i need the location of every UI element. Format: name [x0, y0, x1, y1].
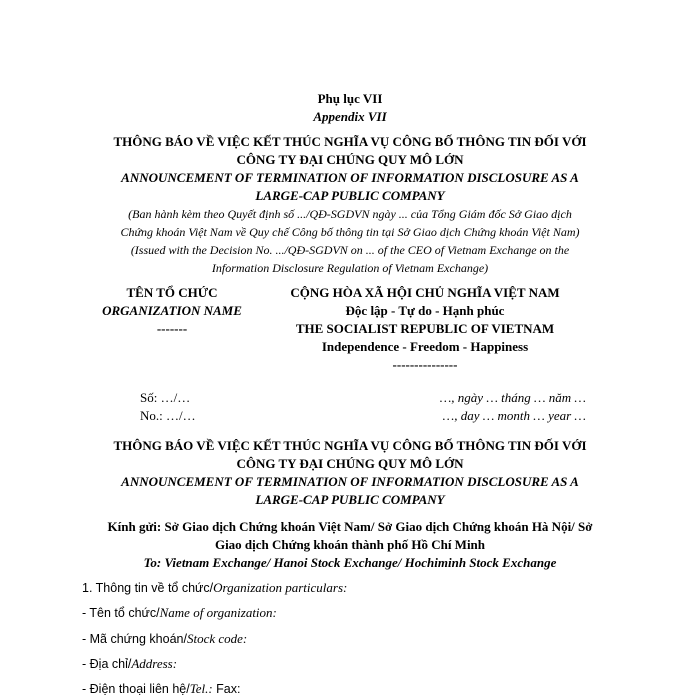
- field-1-vi: - Mã chứng khoán/: [82, 632, 187, 646]
- section-1-en: Organization particulars:: [213, 580, 348, 595]
- issuance-en-line1: (Issued with the Decision No. .../QĐ-SGDVN on ... of the CEO of Vietnam Exchange on the: [130, 243, 570, 257]
- field-0-vi: - Tên tổ chức/: [82, 606, 160, 620]
- republic-name-en: THE SOCIALIST REPUBLIC OF VIETNAM: [295, 321, 555, 336]
- field-3-fax: Fax:: [212, 682, 241, 696]
- national-header: [262, 284, 588, 374]
- field-3-vi: - Điện thoại liên hệ/: [82, 682, 190, 696]
- recipient-vi-line1: Kính gửi: Sở Giao dịch Chứng khoán Việt Nam/ Sở Giao dịch Chứng khoán Hà Nội/ Sở: [107, 519, 593, 534]
- field-1-en: Stock code:: [186, 631, 248, 646]
- field-address: [82, 655, 177, 673]
- field-telephone: [82, 680, 241, 698]
- republic-divider: ---------------: [392, 357, 458, 372]
- org-divider: -------: [156, 321, 188, 336]
- date-vi: …, ngày … tháng … năm …: [439, 390, 586, 405]
- number-en: No.: …/…: [140, 408, 196, 423]
- org-name-en: ORGANIZATION NAME: [102, 303, 242, 318]
- recipient-en: To: Vietnam Exchange/ Hanoi Stock Exchange/ Hochiminh Stock Exchange: [143, 555, 557, 570]
- main-title-en-line2: LARGE-CAP PUBLIC COMPANY: [255, 492, 445, 507]
- field-3-en: Tel.:: [189, 681, 213, 696]
- appendix-heading: [80, 90, 620, 126]
- field-0-en: Name of organization:: [159, 605, 277, 620]
- field-2-en: Address:: [131, 656, 178, 671]
- republic-name-vi: CỘNG HÒA XÃ HỘI CHỦ NGHĨA VIỆT NAM: [290, 285, 560, 300]
- top-title-en-line1: ANNOUNCEMENT OF TERMINATION OF INFORMATION DISCLOSURE AS A: [121, 170, 579, 185]
- top-title-vi-line2: CÔNG TY ĐẠI CHÚNG QUY MÔ LỚN: [236, 152, 464, 167]
- date-en: …, day … month … year …: [442, 408, 586, 423]
- section-1-vi: 1. Thông tin về tổ chức/: [82, 581, 214, 595]
- field-organization-name: [82, 604, 277, 622]
- recipient-vi-line2: Giao dịch Chứng khoán thành phố Hồ Chí Minh: [214, 537, 486, 552]
- issuance-vi-line1: (Ban hành kèm theo Quyết định số .../QĐ-SGDVN ngày ... của Tổng Giám đốc Sở Giao dịch: [128, 207, 572, 221]
- document-date: [420, 389, 586, 425]
- section-1-heading: [82, 579, 347, 597]
- recipient-block: [80, 518, 620, 572]
- republic-motto-en: Independence - Freedom - Happiness: [321, 339, 529, 354]
- appendix-en: Appendix VII: [313, 109, 387, 124]
- main-title-vi-line2: CÔNG TY ĐẠI CHÚNG QUY MÔ LỚN: [236, 456, 464, 471]
- top-title-en-line2: LARGE-CAP PUBLIC COMPANY: [255, 188, 445, 203]
- republic-motto-vi: Độc lập - Tự do - Hạnh phúc: [345, 303, 505, 318]
- top-title: [80, 133, 620, 205]
- issuance-en-line2: Information Disclosure Regulation of Vietnam Exchange): [211, 261, 489, 275]
- top-title-vi-line1: THÔNG BÁO VỀ VIỆC KẾT THÚC NGHĨA VỤ CÔNG BỐ THÔNG TIN ĐỐI VỚI: [113, 134, 587, 149]
- issuance-vi-line2: Chứng khoán Việt Nam về Quy chế Công bố thông tin tại Sở Giao dịch Chứng khoán Việt Nam): [120, 225, 580, 239]
- number-vi: Số: …/…: [140, 390, 191, 405]
- field-stock-code: [82, 630, 247, 648]
- field-2-vi: - Địa chỉ/: [82, 657, 132, 671]
- main-title: [80, 437, 620, 509]
- issuance-note: [80, 205, 620, 277]
- main-title-en-line1: ANNOUNCEMENT OF TERMINATION OF INFORMATION DISCLOSURE AS A: [121, 474, 579, 489]
- appendix-vi: Phụ lục VII: [317, 91, 383, 106]
- document-number: [140, 389, 196, 425]
- organization-header: [92, 284, 252, 338]
- main-title-vi-line1: THÔNG BÁO VỀ VIỆC KẾT THÚC NGHĨA VỤ CÔNG BỐ THÔNG TIN ĐỐI VỚI: [113, 438, 587, 453]
- org-name-vi: TÊN TỔ CHỨC: [126, 285, 218, 300]
